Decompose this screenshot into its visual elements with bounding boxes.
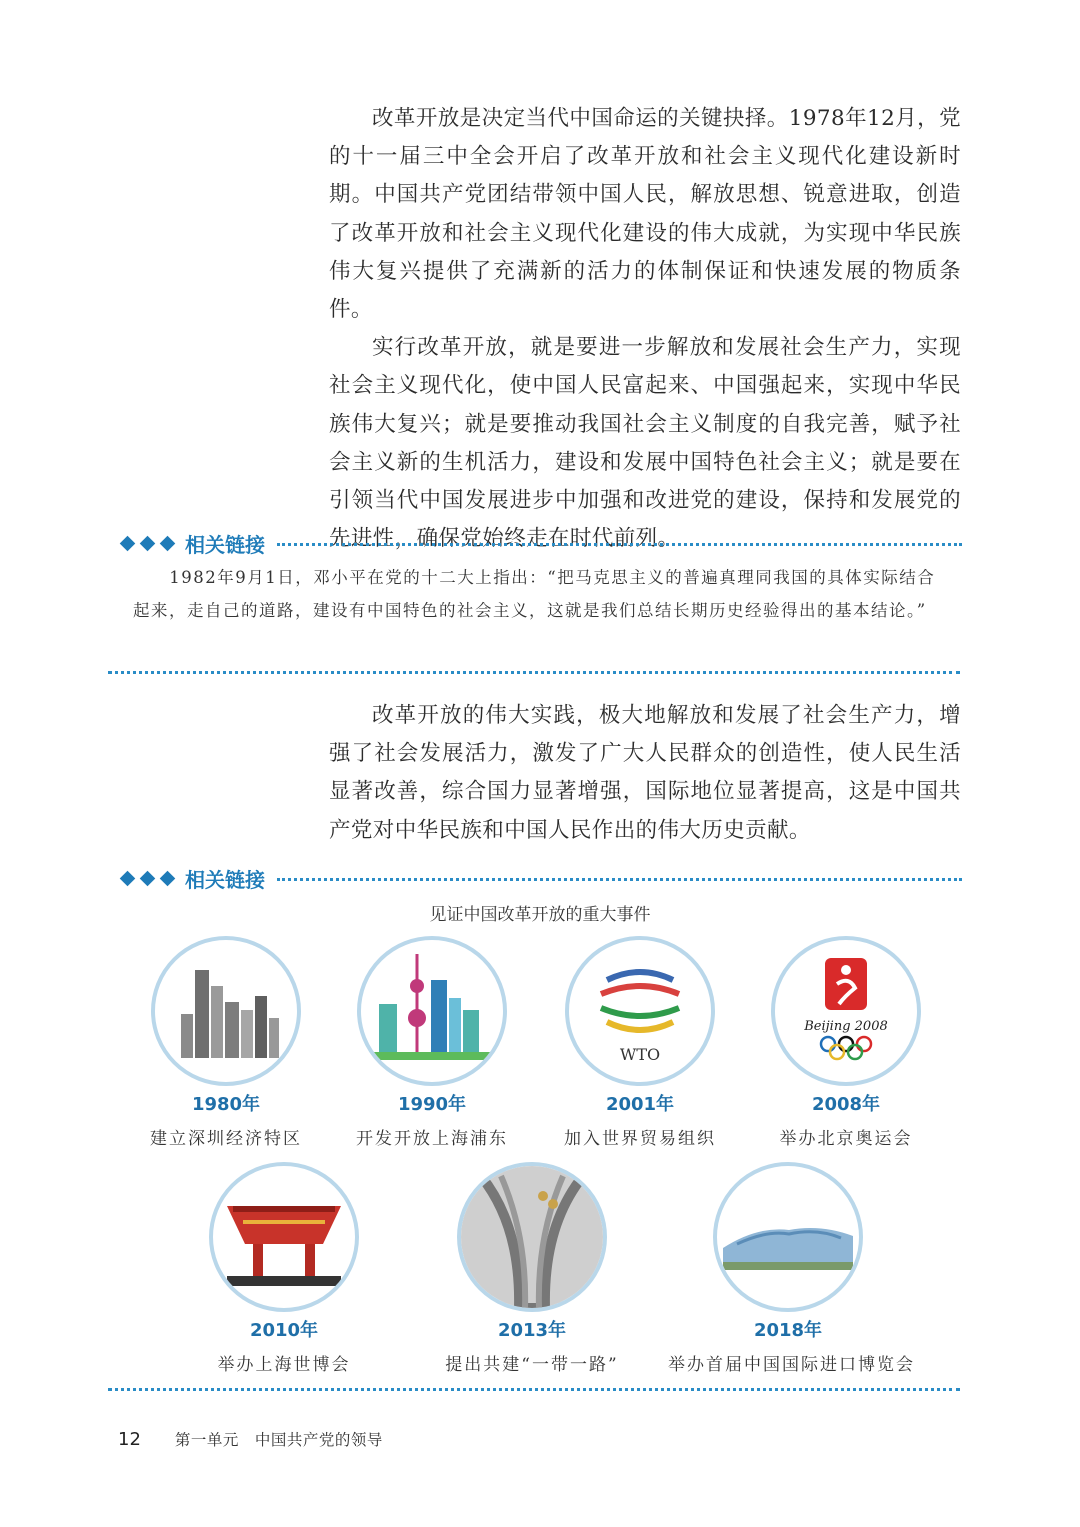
chapter-title: 第一单元 中国共产党的领导 (174, 1431, 383, 1449)
beijing-olympics-logo-icon (775, 940, 917, 1082)
event-circle (565, 936, 715, 1086)
page-number: 12 (118, 1429, 141, 1450)
event-card (164, 1162, 404, 1375)
event-card (520, 936, 760, 1149)
dotted-divider (108, 671, 960, 674)
diamond-bullets-icon (120, 538, 175, 549)
diamond-bullets-icon (120, 873, 175, 884)
event-circle (713, 1162, 863, 1312)
event-circle (357, 936, 507, 1086)
dotted-divider (277, 878, 962, 881)
pudong-skyline-icon (361, 940, 503, 1082)
event-year: 2001年 (605, 1094, 675, 1115)
paragraph: 实行改革开放，就是要进一步解放和发展社会生产力，实现社会主义现代化，使中国人民富起来、中国强起来，实现中华民族伟大复兴；就是要推动我国社会主义制度的自我完善，赋予社会主义新的生机活力，建设和发展中国特色社会主义；就是要在引领当代中国发展进步中加强和改进党的建设，保持和发展党的先进性，确保党始终走在时代前列。 (329, 335, 961, 552)
event-card (668, 1162, 915, 1375)
event-desc: 开发开放上海浦东 (356, 1129, 508, 1149)
related-link-quote: 1982年9月1日，邓小平在党的十二大上指出：“把马克思主义的普遍真理同我国的具体实际结合起来，走自己的道路，建设有中国特色的社会主义，这就是我们总结长期历史经验得出的基本结论。” (133, 568, 936, 620)
events-title: 见证中国改革开放的重大事件 (429, 905, 651, 925)
related-link-title: 相关链接 (185, 867, 265, 892)
silk-road-sculpture-icon (461, 1166, 603, 1308)
svg-text:Beijing 2008: Beijing 2008 (804, 1019, 888, 1034)
event-circle (771, 936, 921, 1086)
related-link-header (120, 864, 962, 892)
event-desc: 建立深圳经济特区 (150, 1129, 302, 1149)
paragraph: 改革开放的伟大实践，极大地解放和发展了社会生产力，增强了社会发展活力，激发了广大人民群众的创造性，使人民生活显著改善，综合国力显著增强，国际地位显著提高，这是中国共产党对中华民族和中国人民作出的伟大历史贡献。 (329, 703, 961, 843)
dotted-divider (277, 543, 962, 546)
main-text-top (329, 100, 961, 558)
related-link-header (120, 529, 962, 557)
event-desc: 提出共建“一带一路” (445, 1355, 619, 1375)
main-text-mid (329, 697, 961, 850)
event-desc: 加入世界贸易组织 (564, 1129, 716, 1149)
dotted-divider (108, 1388, 960, 1391)
event-desc: 举办首届中国国际进口博览会 (668, 1355, 915, 1375)
event-circle (209, 1162, 359, 1312)
event-year: 1980年 (191, 1094, 261, 1115)
paragraph: 改革开放是决定当代中国命运的关键抉择。1978年12月，党的十一届三中全会开启了改革开放和社会主义现代化建设新时期。中国共产党团结带领中国人民，解放思想、锐意进取，创造了改革开放和社会主义现代化建设的伟大成就，为实现中华民族伟大复兴提供了充满新的活力的体制保证和快速发展的物质条件。 (329, 106, 961, 323)
event-year: 2018年 (753, 1320, 823, 1341)
event-year: 2008年 (811, 1094, 881, 1115)
page-footer (118, 1428, 383, 1450)
event-card (412, 1162, 652, 1375)
related-link-title: 相关链接 (185, 532, 265, 557)
event-card (106, 936, 346, 1149)
event-desc: 举办上海世博会 (217, 1355, 351, 1375)
event-year: 2013年 (497, 1320, 567, 1341)
event-circle (457, 1162, 607, 1312)
event-desc: 举办北京奥运会 (779, 1129, 913, 1149)
shenzhen-skyline-icon (155, 940, 297, 1082)
event-circle (151, 936, 301, 1086)
event-card (312, 936, 552, 1149)
event-card (726, 936, 966, 1149)
event-year: 2010年 (249, 1320, 319, 1341)
expo-center-icon (717, 1166, 859, 1308)
svg-text:WTO: WTO (619, 1045, 661, 1064)
wto-logo-icon (569, 940, 711, 1082)
event-year: 1990年 (397, 1094, 467, 1115)
expo-pavilion-icon (213, 1166, 355, 1308)
